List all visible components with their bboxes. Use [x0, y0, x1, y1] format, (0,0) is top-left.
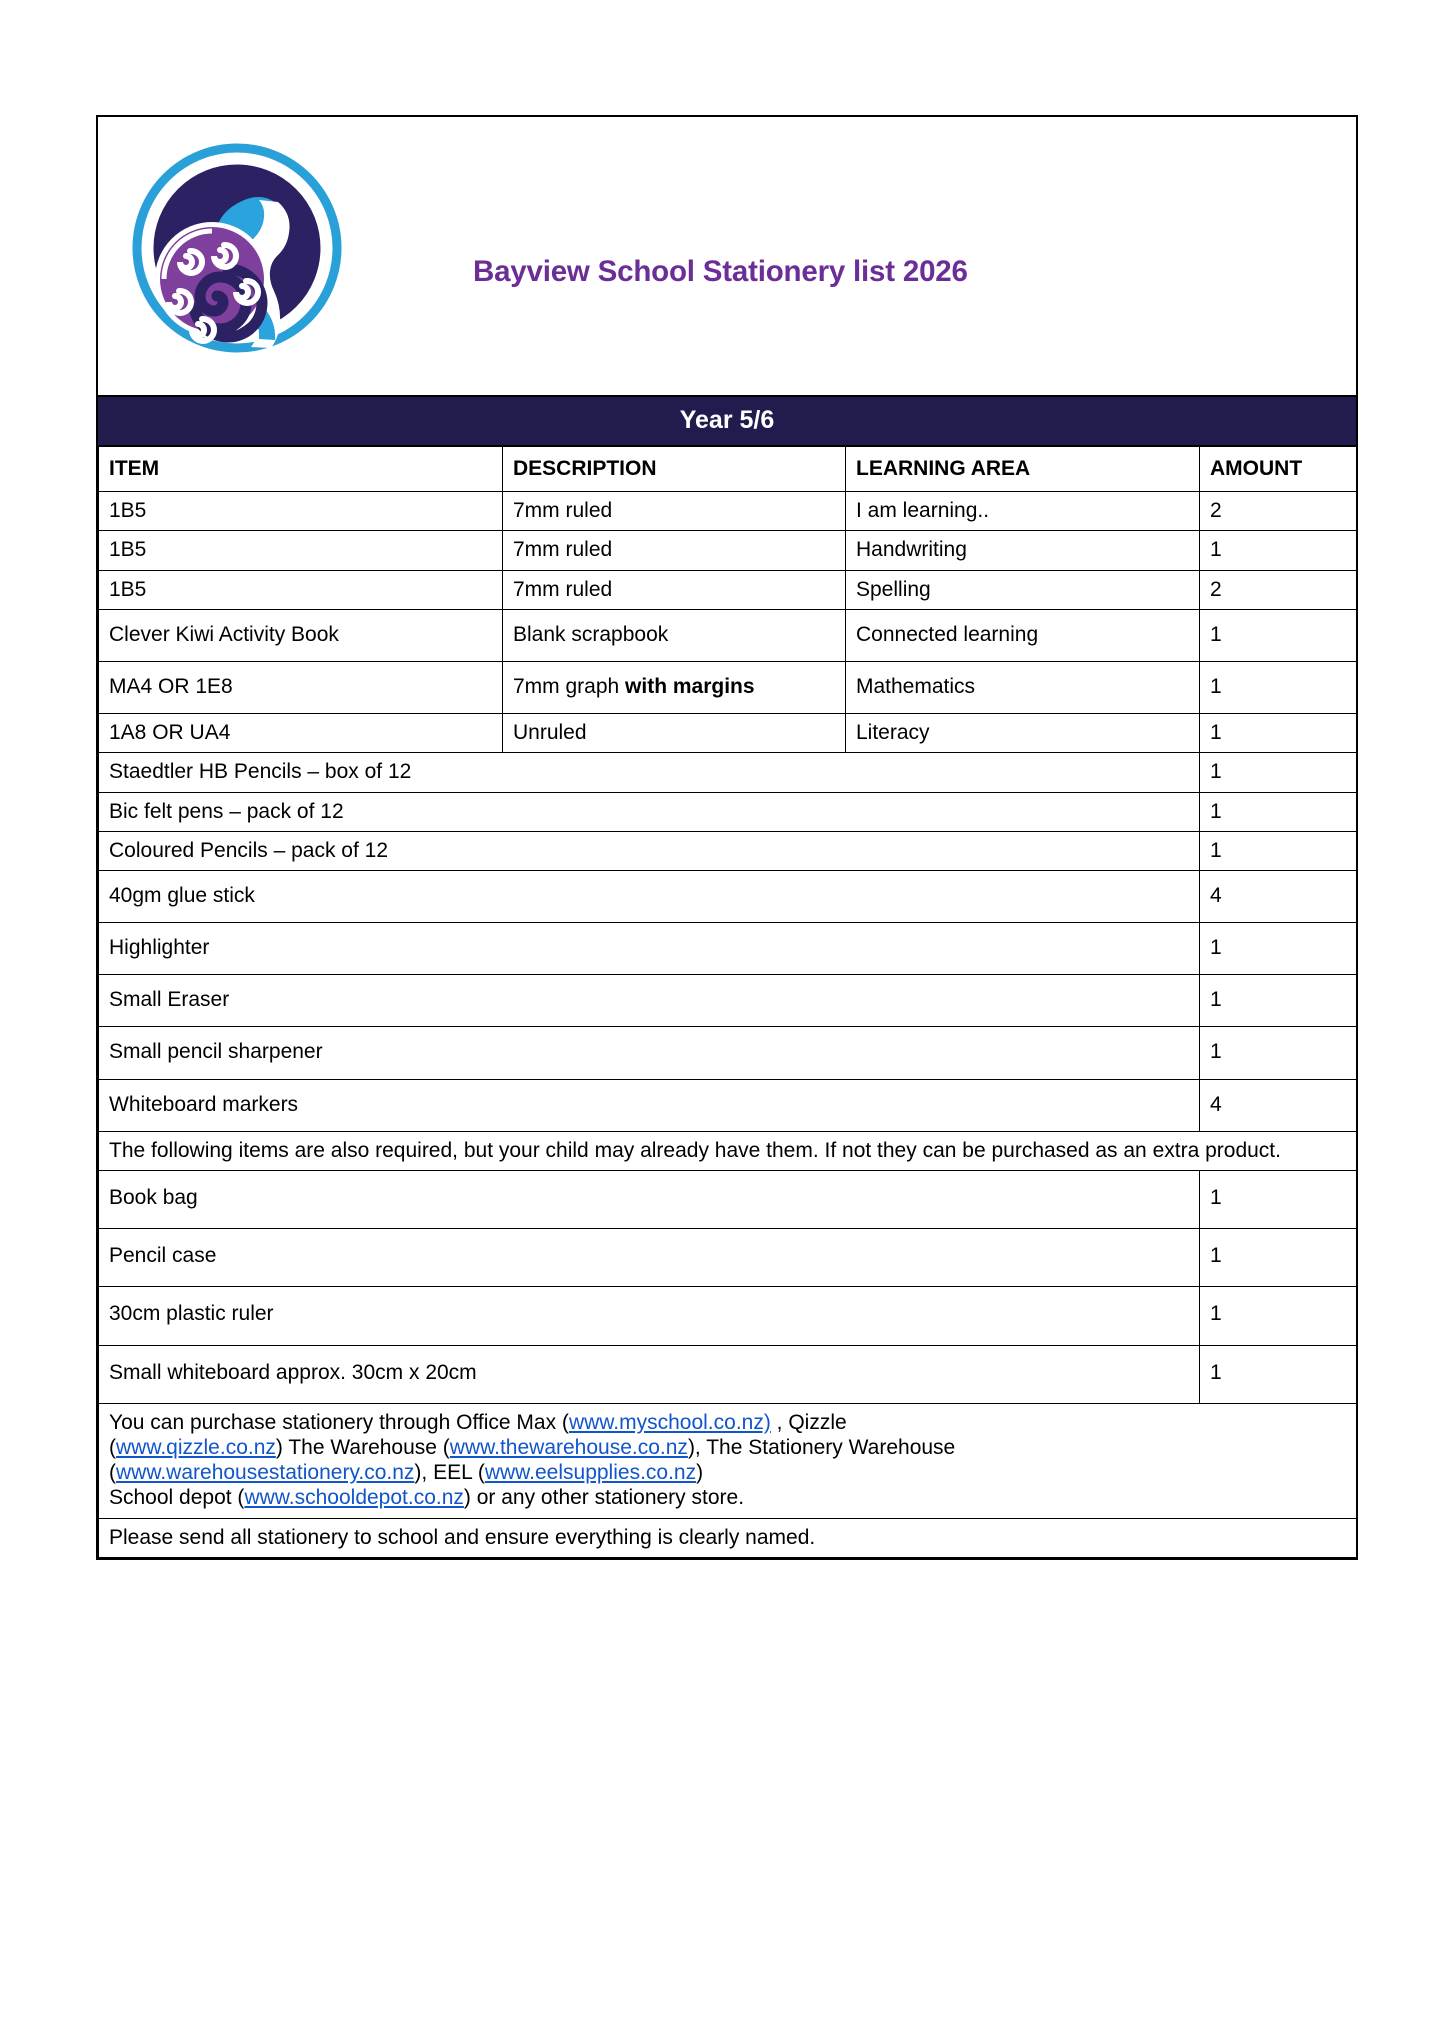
table-row — [99, 714, 1357, 753]
table-row — [99, 1079, 1357, 1131]
table-row — [99, 531, 1357, 570]
cell-learning-area: Connected learning — [846, 609, 1200, 661]
column-header-learning-area: LEARNING AREA — [846, 447, 1200, 492]
notice-row — [99, 1131, 1357, 1170]
cell-amount: 1 — [1200, 1229, 1357, 1287]
cell-amount: 1 — [1200, 1027, 1357, 1079]
footer-line3-a: ( — [109, 1461, 116, 1485]
cell-description: Unruled — [503, 714, 846, 753]
table-row — [99, 923, 1357, 975]
cell-amount: 1 — [1200, 714, 1357, 753]
cell-description-bold: with margins — [625, 674, 755, 698]
document-header — [98, 117, 1356, 395]
cell-learning-area: Handwriting — [846, 531, 1200, 570]
footer-line4-a: School depot ( — [109, 1486, 245, 1510]
cell-amount: 1 — [1200, 531, 1357, 570]
cell-item: 1A8 OR UA4 — [99, 714, 503, 753]
stationery-table — [98, 446, 1357, 1558]
link-schooldepot[interactable]: www.schooldepot.co.nz — [244, 1486, 464, 1510]
purchase-info — [99, 1403, 1357, 1518]
cell-item: Small whiteboard approx. 30cm x 20cm — [99, 1345, 1200, 1403]
cell-item: Small Eraser — [99, 975, 1200, 1027]
cell-amount: 1 — [1200, 1345, 1357, 1403]
column-header-item: ITEM — [99, 447, 503, 492]
footer-line2-c: ), The Stationery Warehouse — [687, 1435, 956, 1459]
table-row — [99, 492, 1357, 531]
cell-item: Highlighter — [99, 923, 1200, 975]
cell-item: 30cm plastic ruler — [99, 1287, 1200, 1345]
link-eelsupplies[interactable]: www.eelsupplies.co.nz — [484, 1461, 697, 1485]
cell-amount: 1 — [1200, 1171, 1357, 1229]
cell-amount: 1 — [1200, 923, 1357, 975]
column-header-description: DESCRIPTION — [503, 447, 846, 492]
cell-amount: 2 — [1200, 492, 1357, 531]
cell-amount: 4 — [1200, 1079, 1357, 1131]
cell-description: 7mm ruled — [503, 531, 846, 570]
link-myschool[interactable]: www.myschool.co.nz) — [568, 1410, 771, 1434]
link-thewarehouse[interactable]: www.thewarehouse.co.nz — [449, 1435, 688, 1459]
cell-description — [503, 661, 846, 713]
school-logo — [128, 139, 346, 357]
footer-line1-b: , Qizzle — [770, 1410, 847, 1434]
table-row — [99, 753, 1357, 792]
footer-line3-b: ), EEL ( — [414, 1461, 485, 1485]
link-qizzle[interactable]: www.qizzle.co.nz — [116, 1435, 276, 1459]
table-row — [99, 831, 1357, 870]
footer-links-row — [99, 1403, 1357, 1518]
column-header-amount: AMOUNT — [1200, 447, 1357, 492]
cell-item: Coloured Pencils – pack of 12 — [99, 831, 1200, 870]
cell-item: MA4 OR 1E8 — [99, 661, 503, 713]
footer-line4-b: ) or any other stationery store. — [463, 1486, 745, 1510]
cell-item: Pencil case — [99, 1229, 1200, 1287]
cell-item: Small pencil sharpener — [99, 1027, 1200, 1079]
cell-item: 40gm glue stick — [99, 870, 1200, 922]
stationery-document — [96, 115, 1358, 1560]
year-band: Year 5/6 — [98, 395, 1356, 446]
cell-amount: 1 — [1200, 975, 1357, 1027]
cell-item: Bic felt pens – pack of 12 — [99, 792, 1200, 831]
cell-description: 7mm ruled — [503, 492, 846, 531]
table-row — [99, 1287, 1357, 1345]
table-header-row — [99, 447, 1357, 492]
cell-item: 1B5 — [99, 570, 503, 609]
cell-learning-area: Literacy — [846, 714, 1200, 753]
footer-line2-b: ) The Warehouse ( — [275, 1435, 450, 1459]
final-note-row — [99, 1518, 1357, 1557]
table-row — [99, 792, 1357, 831]
table-row — [99, 1171, 1357, 1229]
final-note: Please send all stationery to school and ensure everything is clearly named. — [99, 1518, 1357, 1557]
table-row — [99, 661, 1357, 713]
table-row — [99, 1229, 1357, 1287]
cell-amount: 1 — [1200, 831, 1357, 870]
cell-item: Book bag — [99, 1171, 1200, 1229]
cell-amount: 1 — [1200, 609, 1357, 661]
cell-amount: 1 — [1200, 792, 1357, 831]
table-row — [99, 570, 1357, 609]
cell-description: 7mm ruled — [503, 570, 846, 609]
cell-learning-area: Mathematics — [846, 661, 1200, 713]
cell-amount: 1 — [1200, 753, 1357, 792]
cell-description-plain: 7mm graph — [513, 674, 626, 698]
cell-item: Whiteboard markers — [99, 1079, 1200, 1131]
table-row — [99, 1027, 1357, 1079]
footer-line1-a: You can purchase stationery through Office Max ( — [109, 1410, 569, 1434]
cell-item: 1B5 — [99, 531, 503, 570]
cell-amount: 1 — [1200, 1287, 1357, 1345]
cell-amount: 2 — [1200, 570, 1357, 609]
cell-item: 1B5 — [99, 492, 503, 531]
notice-text: The following items are also required, but your child may already have them. If not they can be purchased as an extra product. — [99, 1131, 1357, 1170]
cell-learning-area: I am learning.. — [846, 492, 1200, 531]
cell-item: Clever Kiwi Activity Book — [99, 609, 503, 661]
cell-amount: 1 — [1200, 661, 1357, 713]
cell-item: Staedtler HB Pencils – box of 12 — [99, 753, 1200, 792]
table-row — [99, 870, 1357, 922]
table-row — [99, 1345, 1357, 1403]
link-warehousestationery[interactable]: www.warehousestationery.co.nz — [116, 1461, 415, 1485]
cell-learning-area: Spelling — [846, 570, 1200, 609]
cell-description: Blank scrapbook — [503, 609, 846, 661]
table-row — [99, 975, 1357, 1027]
page-title: Bayview School Stationery list 2026 — [473, 255, 968, 288]
footer-line3-c: ) — [696, 1461, 704, 1485]
footer-line2-a: ( — [109, 1435, 116, 1459]
cell-amount: 4 — [1200, 870, 1357, 922]
table-row — [99, 609, 1357, 661]
bayview-logo-icon — [128, 139, 346, 357]
